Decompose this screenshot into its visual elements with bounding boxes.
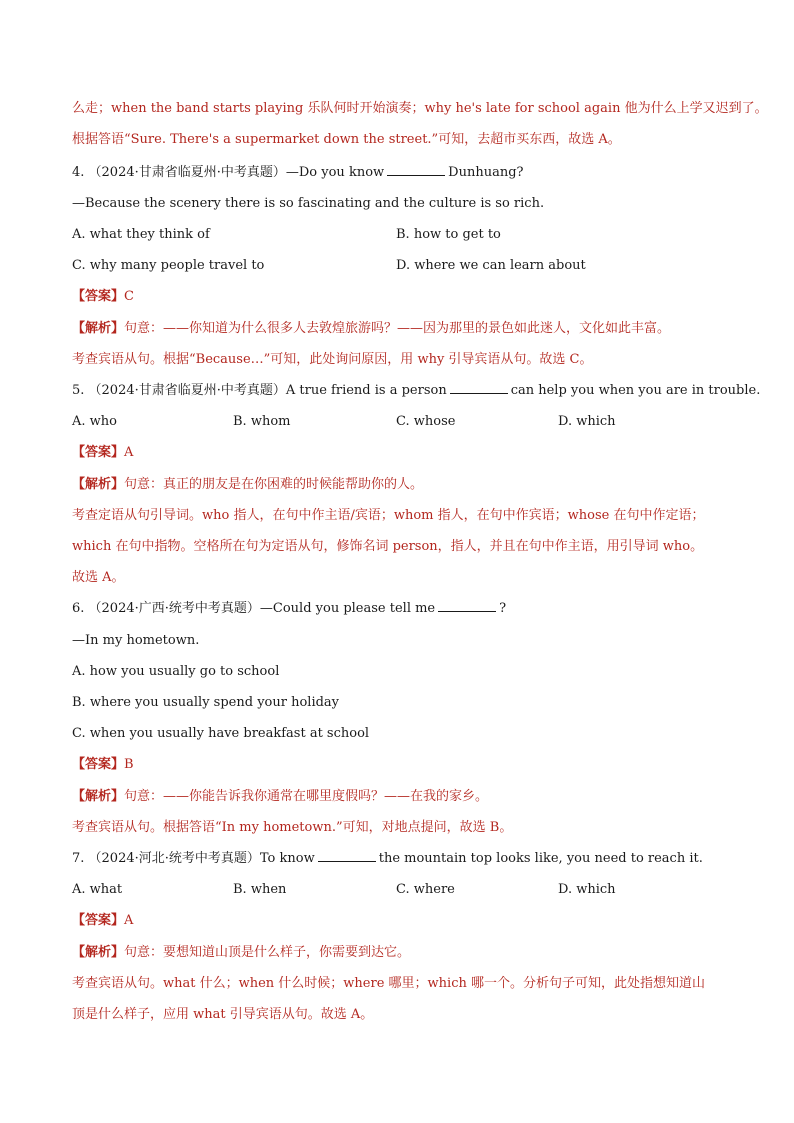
option-c: C. whose <box>396 414 456 429</box>
option-a: A. how you usually go to school <box>72 664 280 679</box>
question-stem-text: the mountain top looks like, you need to reach it. <box>378 851 703 866</box>
answer-tag: 【答案】 <box>72 913 125 928</box>
analysis-tag: 【解析】 <box>72 789 125 804</box>
analysis-text: 句意：——你知道为什么很多人去敦煌旅游吗？——因为那里的景色如此迷人，文化如此丰富。 <box>124 321 671 336</box>
option-d: D. where we can learn about <box>396 258 586 273</box>
analysis-tag: 【解析】 <box>72 477 125 492</box>
analysis-text: 句意：真正的朋友是在你困难的时候能帮助你的人。 <box>124 477 424 492</box>
answer-tag: 【答案】 <box>72 445 125 460</box>
answer-blank <box>387 164 445 176</box>
answer-blank <box>438 600 496 612</box>
answer-blank <box>450 382 508 394</box>
question-stem-text: can help you when you are in trouble. <box>510 383 761 398</box>
option-b: B. when <box>233 882 287 897</box>
question-stem-text: Dunhuang? <box>448 165 524 180</box>
question-4-stem <box>72 164 754 182</box>
answer-value: A <box>124 445 134 460</box>
analysis-line <box>72 320 754 338</box>
answer-line <box>72 756 754 774</box>
option-a: A. what <box>72 882 123 897</box>
answer-tag: 【答案】 <box>72 289 125 304</box>
analysis-text: 顶是什么样子，应用 what 引导宾语从句。故选 A。 <box>72 1007 374 1022</box>
option-d: D. which <box>558 882 616 897</box>
analysis-text: 根据答语“Sure. There's a supermarket down the street.”可知，去超市买东西，故选 A。 <box>72 132 621 147</box>
analysis-text: 句意：——你能告诉我你通常在哪里度假吗？——在我的家乡。 <box>124 789 489 804</box>
answer-value: B <box>124 757 134 772</box>
analysis-line <box>72 944 754 962</box>
analysis-tag: 【解析】 <box>72 321 125 336</box>
answer-line <box>72 444 754 462</box>
question-stem-text: 6. （2024·广西·统考中考真题）—Could you please tell me <box>72 601 436 616</box>
option-b: B. how to get to <box>396 227 501 242</box>
option-a: A. what they think of <box>72 227 210 242</box>
option-a: A. who <box>72 414 117 429</box>
answer-tag: 【答案】 <box>72 757 125 772</box>
answer-value: A <box>124 913 134 928</box>
option-c: C. when you usually have breakfast at school <box>72 726 370 741</box>
analysis-line <box>72 788 754 806</box>
answer-line <box>72 288 754 306</box>
option-c: C. why many people travel to <box>72 258 265 273</box>
question-4-reply: —Because the scenery there is so fascinating and the culture is so rich. <box>72 196 545 211</box>
question-6-reply: —In my hometown. <box>72 633 200 648</box>
analysis-text: which 在句中指物。空格所在句为定语从句，修饰名词 person，指人，并且在句中作主语，用引导词 who。 <box>72 539 704 554</box>
analysis-tag: 【解析】 <box>72 945 125 960</box>
option-c: C. where <box>396 882 455 897</box>
analysis-text: 句意：要想知道山顶是什么样子，你需要到达它。 <box>124 945 411 960</box>
analysis-text: 么走；when the band starts playing 乐队何时开始演奏；why he's late for school again 他为什么上学又迟到了。 <box>72 101 768 116</box>
question-stem-text: 4. （2024·甘肃省临夏州·中考真题）—Do you know <box>72 165 385 180</box>
analysis-text: 故选 A。 <box>72 570 125 585</box>
analysis-text: 考查宾语从句。根据“Because…”可知，此处询问原因，用 why 引导宾语从句。故选 C。 <box>72 352 593 367</box>
question-7-stem <box>72 850 754 868</box>
option-b: B. whom <box>233 414 291 429</box>
option-b: B. where you usually spend your holiday <box>72 695 340 710</box>
answer-line <box>72 912 754 930</box>
answer-blank <box>318 850 376 862</box>
question-stem-text: 5. （2024·甘肃省临夏州·中考真题）A true friend is a person <box>72 383 447 398</box>
question-6-stem <box>72 600 754 618</box>
option-d: D. which <box>558 414 616 429</box>
question-5-stem <box>72 382 761 400</box>
question-stem-text: ? <box>499 601 507 616</box>
question-stem-text: 7. （2024·河北·统考中考真题）To know <box>72 851 315 866</box>
analysis-line <box>72 476 754 494</box>
analysis-text: 考查宾语从句。根据答语“In my hometown.”可知，对地点提问，故选 B。 <box>72 820 513 835</box>
analysis-text: 考查定语从句引导词。who 指人，在句中作主语/宾语；whom 指人，在句中作宾语；whose 在句中作定语； <box>72 508 705 523</box>
answer-value: C <box>124 289 134 304</box>
analysis-text: 考查宾语从句。what 什么；when 什么时候；where 哪里；which 哪一个。分析句子可知，此处指想知道山 <box>72 976 705 991</box>
